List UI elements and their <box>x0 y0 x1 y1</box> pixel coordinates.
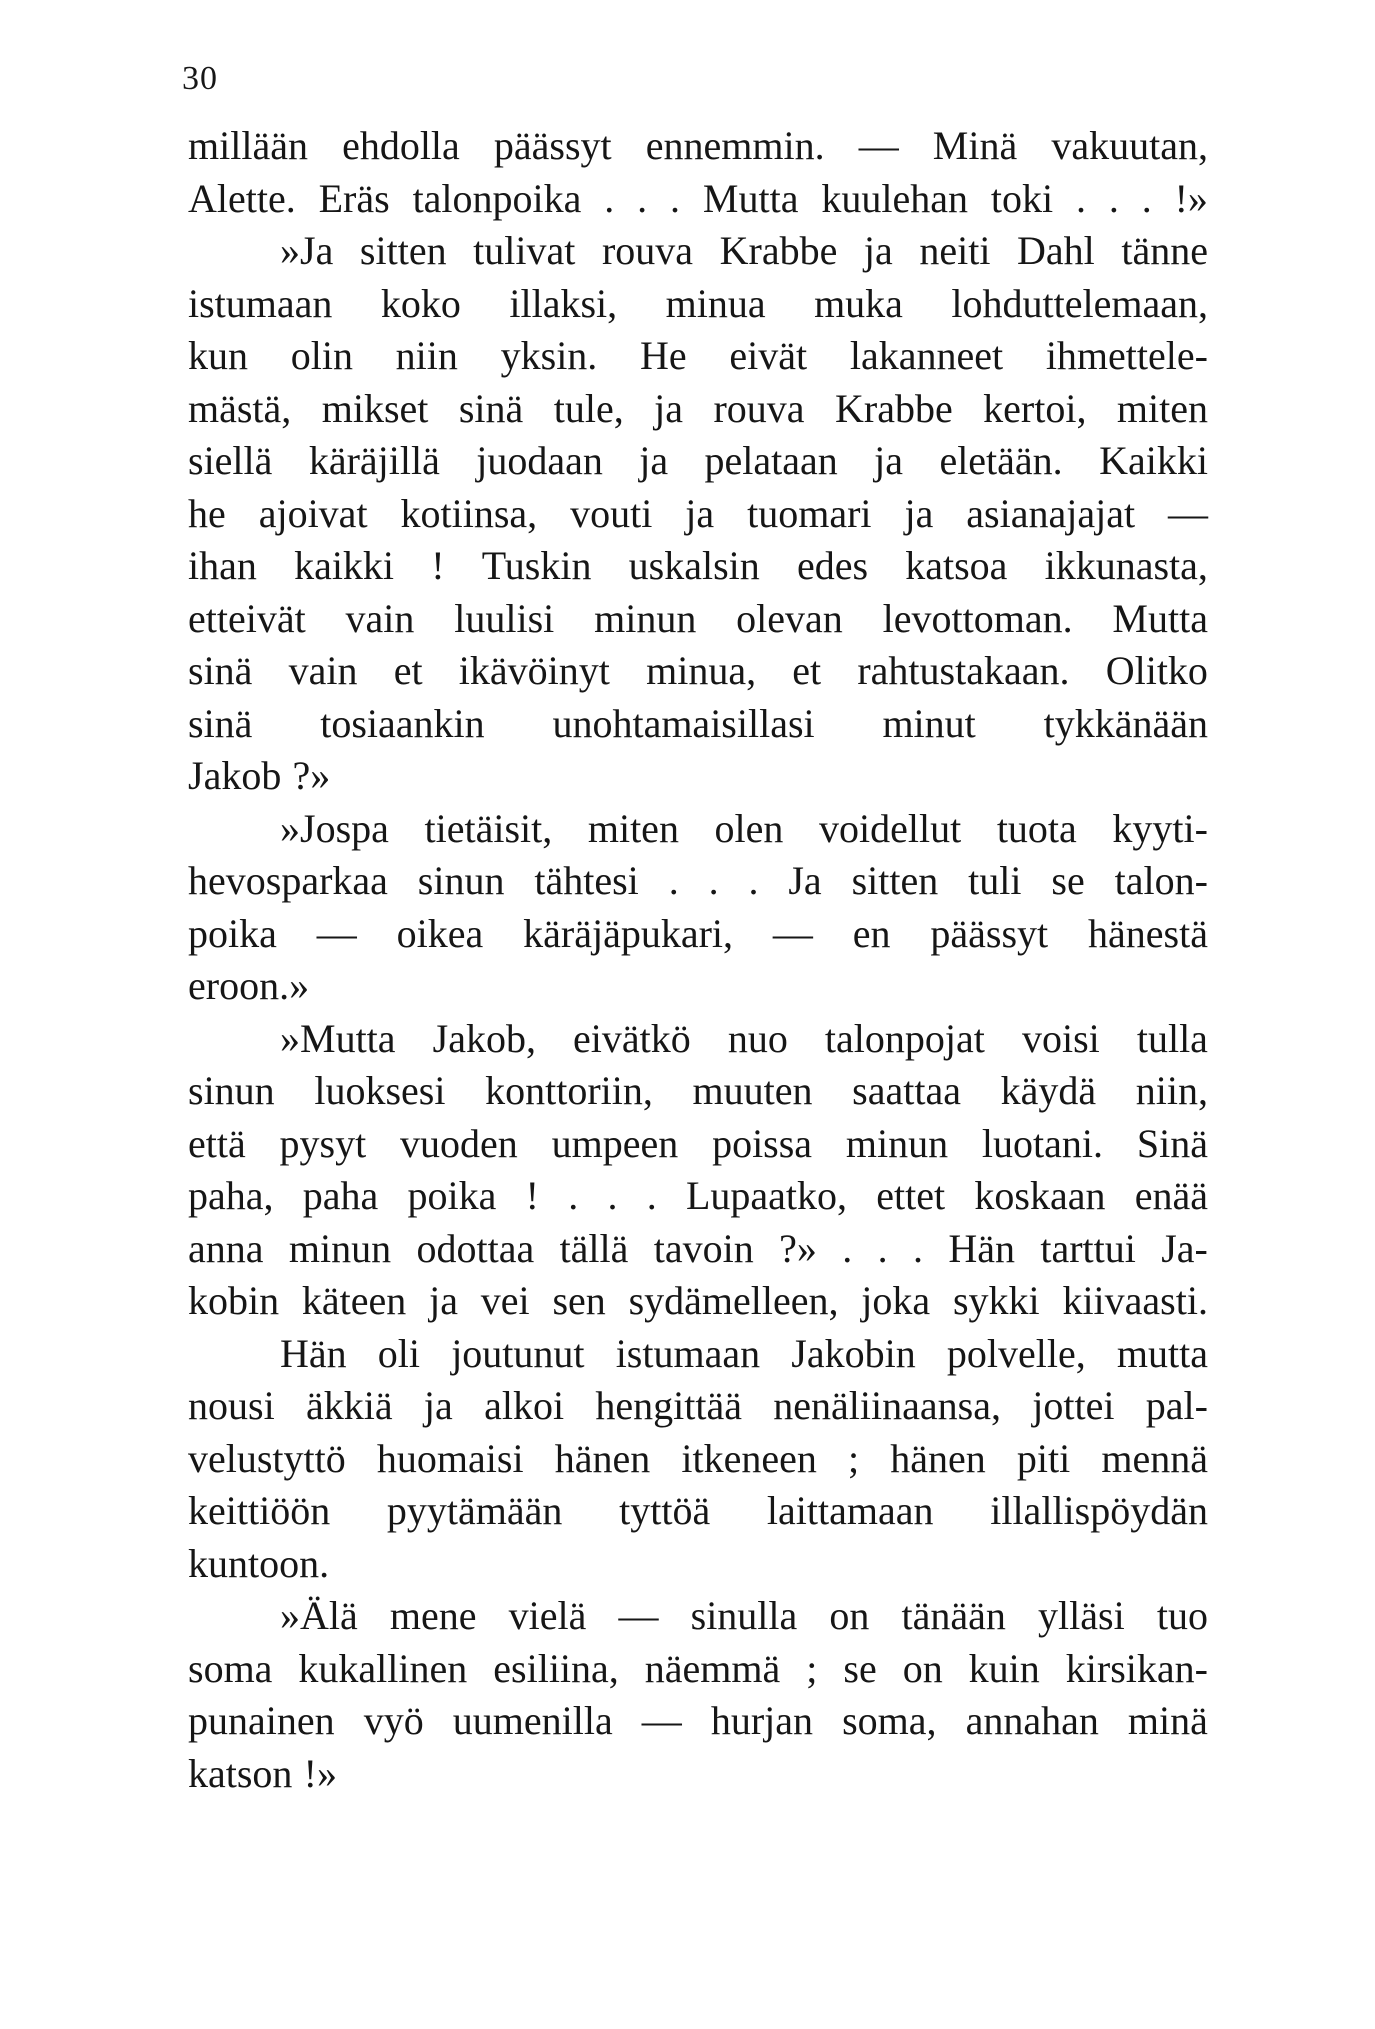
word: joka <box>861 1278 931 1323</box>
text-line <box>188 173 1208 226</box>
word: minä <box>1127 1698 1208 1743</box>
word: näemmä <box>644 1645 781 1691</box>
word: ja <box>874 438 904 483</box>
word: että <box>188 1120 246 1166</box>
word: . <box>912 1225 923 1271</box>
word: vain <box>345 595 415 641</box>
word: . <box>607 1173 618 1218</box>
word: tarttui <box>1040 1225 1136 1271</box>
word: tällä <box>559 1225 629 1271</box>
word: eivätkö <box>573 1015 691 1061</box>
text-line <box>188 1118 1208 1171</box>
word: punainen <box>188 1698 335 1743</box>
word: kun <box>188 333 248 378</box>
word: mikset <box>321 385 429 431</box>
word: sinä <box>188 648 253 693</box>
word: Krabbe <box>719 228 838 273</box>
word: nenäliinaansa, <box>773 1383 1001 1428</box>
word: pysyt <box>279 1120 367 1166</box>
word: muuten <box>692 1068 813 1113</box>
word: . <box>748 858 759 903</box>
word: ihan <box>188 543 257 588</box>
word: luulisi <box>454 595 555 641</box>
word: rouva <box>713 385 805 431</box>
word: istumaan <box>615 1330 761 1376</box>
word: niin <box>395 333 458 378</box>
word: käräjillä <box>308 438 440 483</box>
word: käteen <box>301 1278 407 1323</box>
text-line <box>188 1328 1208 1381</box>
word: voidellut <box>819 805 962 851</box>
text-line <box>188 908 1208 961</box>
word: . <box>670 175 681 221</box>
word: olevan <box>736 595 843 641</box>
word: hänen <box>554 1435 651 1481</box>
word: minua <box>665 280 766 326</box>
word: sinä <box>188 700 253 746</box>
word: tänään <box>901 1593 1006 1638</box>
word: Jakob <box>188 753 282 798</box>
word: tuo <box>1156 1593 1208 1638</box>
word: se <box>843 1645 877 1691</box>
text-line <box>188 1433 1208 1486</box>
word: — <box>1168 490 1208 536</box>
word: »Mutta <box>280 1015 396 1061</box>
word: rahtustakaan. <box>857 648 1070 693</box>
word: koskaan <box>974 1173 1106 1218</box>
word: siellä <box>188 438 273 483</box>
word: sykki <box>952 1278 1040 1323</box>
word: ja <box>654 385 684 431</box>
text-line <box>188 435 1208 488</box>
text-line <box>188 225 1208 278</box>
word: et <box>393 648 423 693</box>
word: minun <box>594 595 697 641</box>
word: Olitko <box>1105 648 1208 693</box>
word: Minä <box>932 123 1018 168</box>
word: eroon.» <box>188 963 310 1008</box>
text-line <box>188 120 1208 173</box>
word: miten <box>1116 385 1208 431</box>
word: neiti <box>919 228 991 273</box>
word: millään <box>188 123 308 168</box>
word: poissa <box>712 1120 813 1166</box>
text-line <box>188 278 1208 331</box>
word: illallispöydän <box>990 1488 1208 1533</box>
word: . <box>1141 175 1152 221</box>
text-line <box>188 1485 1208 1538</box>
word: muka <box>814 280 903 326</box>
word: Dahl <box>1017 228 1095 273</box>
word: unohtamaisillasi <box>552 700 815 746</box>
word: illaksi, <box>509 280 618 326</box>
word: tosiaankin <box>320 700 485 746</box>
word: et <box>792 648 822 693</box>
word: uskalsin <box>628 543 760 588</box>
word: tänne <box>1121 228 1208 273</box>
word: vain <box>288 648 358 693</box>
word: äkkiä <box>305 1383 393 1428</box>
text-line <box>188 1170 1208 1223</box>
word: eivät <box>729 333 808 378</box>
word: . <box>568 1173 579 1218</box>
word: ihmettele- <box>1045 333 1208 378</box>
word: tulla <box>1136 1015 1208 1061</box>
word: hevosparkaa <box>188 858 388 903</box>
word: nuo <box>727 1015 788 1061</box>
word: katson <box>188 1750 293 1796</box>
text-line <box>188 330 1208 383</box>
text-line <box>188 1380 1208 1433</box>
word: Jakobin <box>791 1330 916 1376</box>
word: itkeneen <box>681 1435 817 1481</box>
word: kuulehan <box>821 175 968 221</box>
word: hänestä <box>1088 910 1208 956</box>
word: lohduttelemaan, <box>951 280 1208 326</box>
word: »Älä <box>280 1593 358 1638</box>
word: tyttöä <box>619 1488 711 1533</box>
text-line <box>188 1590 1208 1643</box>
word: Alette. <box>188 175 296 221</box>
word: — <box>772 910 813 956</box>
word: ikävöinyt <box>458 648 610 693</box>
word: kotiinsa, <box>400 490 538 536</box>
word: He <box>640 333 687 378</box>
word: pyytämään <box>386 1488 563 1533</box>
word: tuli <box>968 858 1022 903</box>
word: ja <box>429 1278 458 1323</box>
word: . <box>842 1225 853 1271</box>
word: alkoi <box>484 1383 565 1428</box>
word: tykkänään <box>1043 700 1208 746</box>
word: sinä <box>458 385 524 431</box>
word: tavoin <box>653 1225 754 1271</box>
text-line <box>188 540 1208 593</box>
word: Ja <box>788 858 822 903</box>
word: . <box>1108 175 1119 221</box>
word: niin, <box>1135 1068 1208 1113</box>
word: piti <box>1016 1435 1071 1481</box>
word: yksin. <box>500 333 598 378</box>
word: — <box>316 910 357 956</box>
word: ja <box>685 490 715 536</box>
word: Kaikki <box>1099 438 1208 483</box>
text-line <box>188 960 1208 1013</box>
word: kobin <box>188 1278 280 1323</box>
word: Krabbe <box>834 385 953 431</box>
word: nousi <box>188 1383 275 1428</box>
word: ajoivat <box>258 490 368 536</box>
word: sen <box>552 1278 606 1323</box>
word: Sinä <box>1136 1120 1208 1166</box>
word: koko <box>380 280 461 326</box>
text-line <box>188 1275 1208 1328</box>
word: talon- <box>1114 858 1208 903</box>
word: huomaisi <box>376 1435 524 1481</box>
word: tule, <box>553 385 624 431</box>
word: mene <box>389 1593 477 1638</box>
word: ! <box>431 543 445 588</box>
word: sinun <box>417 858 505 903</box>
word: sinun <box>188 1068 275 1113</box>
text-line <box>188 1538 1208 1591</box>
word: esiliina, <box>493 1645 619 1691</box>
text-line <box>188 1695 1208 1748</box>
word: tuomari <box>747 490 872 536</box>
word: hengittää <box>595 1383 742 1428</box>
word: kuin <box>968 1645 1040 1691</box>
word: Hän <box>948 1225 1015 1271</box>
word: enää <box>1134 1173 1208 1218</box>
word: Mutta <box>1112 595 1208 641</box>
word: . <box>1075 175 1086 221</box>
word: ! <box>525 1173 539 1218</box>
word: edes <box>796 543 869 588</box>
word: mutta <box>1116 1330 1208 1376</box>
page-number: 30 <box>182 60 218 97</box>
word: ; <box>847 1435 860 1481</box>
word: tuota <box>996 805 1077 851</box>
text-line <box>188 1643 1208 1696</box>
word: he <box>188 490 226 536</box>
word: voisi <box>1021 1015 1100 1061</box>
word: vyö <box>363 1698 424 1743</box>
word: paha <box>302 1173 379 1218</box>
word: Mutta <box>702 175 799 221</box>
word: ja <box>904 490 934 536</box>
word: Ja- <box>1161 1225 1208 1271</box>
word: polvelle, <box>946 1330 1086 1376</box>
word: . <box>604 175 615 221</box>
word: vei <box>480 1278 530 1323</box>
text-line <box>188 1013 1208 1066</box>
word: on <box>902 1645 943 1691</box>
text-line <box>188 645 1208 698</box>
word: en <box>852 910 891 956</box>
word: eletään. <box>939 438 1063 483</box>
word: sydämelleen, <box>628 1278 839 1323</box>
word: kaikki <box>294 543 395 588</box>
word: ennemmin. <box>645 123 825 168</box>
word: olin <box>290 333 353 378</box>
text-line <box>188 593 1208 646</box>
word: . <box>668 858 679 903</box>
word: konttoriin, <box>485 1068 653 1113</box>
word: !» <box>303 1750 337 1796</box>
word: minun <box>845 1120 949 1166</box>
word: hurjan <box>710 1698 814 1743</box>
word: päässyt <box>493 123 612 168</box>
word: toki <box>990 175 1054 221</box>
word: talonpoika <box>412 175 582 221</box>
word: ja <box>639 438 669 483</box>
word: — <box>641 1698 682 1743</box>
word: »Ja <box>280 228 334 273</box>
word: umpeen <box>551 1120 679 1166</box>
word: kirsikan- <box>1065 1645 1208 1691</box>
word: anna <box>188 1225 264 1271</box>
word: keittiöön <box>188 1488 331 1533</box>
word: vouti <box>570 490 653 536</box>
word: tähtesi <box>534 858 639 903</box>
word: se <box>1051 858 1085 903</box>
word: minua, <box>646 648 757 693</box>
word: minut <box>882 700 976 746</box>
word: luoksesi <box>314 1068 446 1113</box>
text-line <box>188 750 1208 803</box>
word: ehdolla <box>342 123 460 168</box>
word: . <box>877 1225 888 1271</box>
text-line <box>188 803 1208 856</box>
word: kiivaasti. <box>1062 1278 1208 1323</box>
word: jottei <box>1032 1383 1115 1428</box>
word: tietäisit, <box>424 805 553 851</box>
word: oikea <box>396 910 484 956</box>
word: — <box>858 123 899 168</box>
word: joutunut <box>451 1330 585 1376</box>
word: ?» <box>292 753 331 798</box>
word: annahan <box>965 1698 1099 1743</box>
word: ja <box>863 228 893 273</box>
word: kuntoon. <box>188 1540 330 1586</box>
word: minun <box>288 1225 392 1271</box>
text-line <box>188 488 1208 541</box>
word: oli <box>377 1330 421 1376</box>
word: ikkunasta, <box>1044 543 1208 588</box>
word: hänen <box>890 1435 986 1481</box>
word: etteivät <box>188 595 306 641</box>
word: pal- <box>1145 1383 1208 1428</box>
word: levottoman. <box>882 595 1073 641</box>
word: lakanneet <box>849 333 1004 378</box>
word: . <box>637 175 648 221</box>
word: on <box>829 1593 870 1638</box>
word: vakuutan, <box>1051 123 1208 168</box>
text-line <box>188 855 1208 908</box>
word: pelataan <box>704 438 838 483</box>
word: . <box>708 858 719 903</box>
word: asianajajat <box>966 490 1136 536</box>
word: päässyt <box>930 910 1049 956</box>
text-line <box>188 1223 1208 1276</box>
word: ylläsi <box>1038 1593 1125 1638</box>
word: . <box>646 1173 657 1218</box>
word: velustyttö <box>188 1435 346 1481</box>
word: — <box>618 1593 659 1638</box>
word: poika <box>407 1173 497 1218</box>
text-line <box>188 698 1208 751</box>
word: vielä <box>508 1593 587 1638</box>
word: kyyti- <box>1112 805 1208 851</box>
word: uumenilla <box>452 1698 613 1743</box>
word: Lupaatko, <box>685 1173 848 1218</box>
word: mennä <box>1101 1435 1208 1481</box>
word: käydä <box>1000 1068 1097 1113</box>
word: »Jospa <box>280 805 389 851</box>
word: Jakob, <box>432 1015 536 1061</box>
word: istumaan <box>188 280 333 326</box>
word: !» <box>1174 175 1208 221</box>
word: olen <box>714 805 784 851</box>
word: miten <box>587 805 679 851</box>
word: saattaa <box>852 1068 961 1113</box>
word: paha, <box>188 1173 274 1218</box>
word: tulivat <box>473 228 576 273</box>
body-text <box>188 120 1208 1800</box>
word: ettet <box>876 1173 946 1218</box>
word: ?» <box>779 1225 817 1271</box>
text-line <box>188 1748 1208 1801</box>
word: soma, <box>842 1698 937 1743</box>
word: mästä, <box>188 385 292 431</box>
word: luotani. <box>981 1120 1104 1166</box>
text-line <box>188 1065 1208 1118</box>
word: vuoden <box>400 1120 518 1166</box>
text-line <box>188 383 1208 436</box>
word: odottaa <box>416 1225 535 1271</box>
word: rouva <box>601 228 694 273</box>
word: kukallinen <box>298 1645 468 1691</box>
word: laittamaan <box>766 1488 934 1533</box>
word: katsoa <box>905 543 1008 588</box>
word: Eräs <box>318 175 390 221</box>
word: talonpojat <box>824 1015 985 1061</box>
word: ja <box>423 1383 453 1428</box>
word: käräjäpukari, <box>523 910 734 956</box>
word: sinulla <box>690 1593 798 1638</box>
word: sitten <box>359 228 447 273</box>
word: kertoi, <box>983 385 1087 431</box>
word: sitten <box>851 858 939 903</box>
word: ; <box>806 1645 818 1691</box>
word: Tuskin <box>481 543 592 588</box>
word: poika <box>188 910 277 956</box>
word: juodaan <box>476 438 603 483</box>
word: Hän <box>280 1330 347 1376</box>
word: soma <box>188 1645 273 1691</box>
